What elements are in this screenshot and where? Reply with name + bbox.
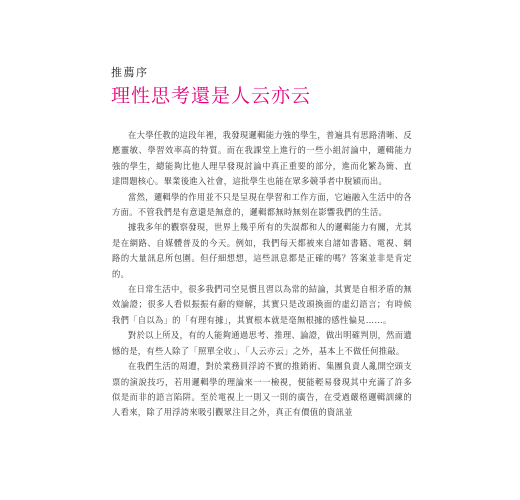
paragraph: 對於以上所及，有的人能夠通過思考、推理、論證，做出明確判別，然而遺憾的是，有些人除了「照單全收」、「人云亦云」之外，基本上不做任何推敲。 xyxy=(112,330,412,356)
body-text xyxy=(112,128,412,421)
paragraph: 據我多年的觀察發現，世界上幾乎所有的失誤都和人的邏輯能力有關，尤其是在網路、自媒體普及的今天。例如，我們每天都被來自諸如書籍、電視、網路的大量訊息所包圍。但仔細想想，這些訊息都是正確的嗎？答案並非是肯定的。 xyxy=(112,222,412,279)
chapter-title: 理性思考還是人云亦云 xyxy=(111,85,312,107)
section-label: 推薦序 xyxy=(111,66,149,79)
paragraph: 在大學任教的這段年裡，我發現邏輯能力強的學生，普遍具有思路清晰、反應靈敏、學習效率高的特質。而在我課堂上進行的一些小組討論中，邏輯能力強的學生，總能夠比他人理早發現討論中真正重要的部分，進而化繁為簡、直達問題核心。畢業後進入社會，這批學生也能在眾多競爭者中脫穎而出。 xyxy=(112,130,412,187)
paragraph: 在日常生活中，很多我們司空見慣且習以為常的結論，其實是自相矛盾的無效論證；很多人看似振振有辭的辯解，其實只是改頭換面的虛幻語言；有時候我們「自以為」的「有理有據」，其實根本就是毫無根據的感性偏見……。 xyxy=(112,284,412,325)
chapter-header xyxy=(111,66,311,108)
paragraph: 在我們生活的周遭，對於業務員浮誇不實的推銷術、集團負責人亂開空頭支票的演說技巧，若用邏輯學的理論來一一檢視，便能輕易發現其中充滿了許多似是而非的語言陷阱。至於電視上一則又一則的廣告，在受過嚴格邏輯訓練的人看來，除了用浮誇來吸引觀眾注目之外，真正有價值的資訊並 xyxy=(112,361,412,418)
paragraph: 當然，邏輯學的作用並不只是呈現在學習和工作方面，它遍融入生活中的各方面。不管我們是有意還是無意的，邏輯都無時無刻在影響我們的生活。 xyxy=(112,191,412,218)
